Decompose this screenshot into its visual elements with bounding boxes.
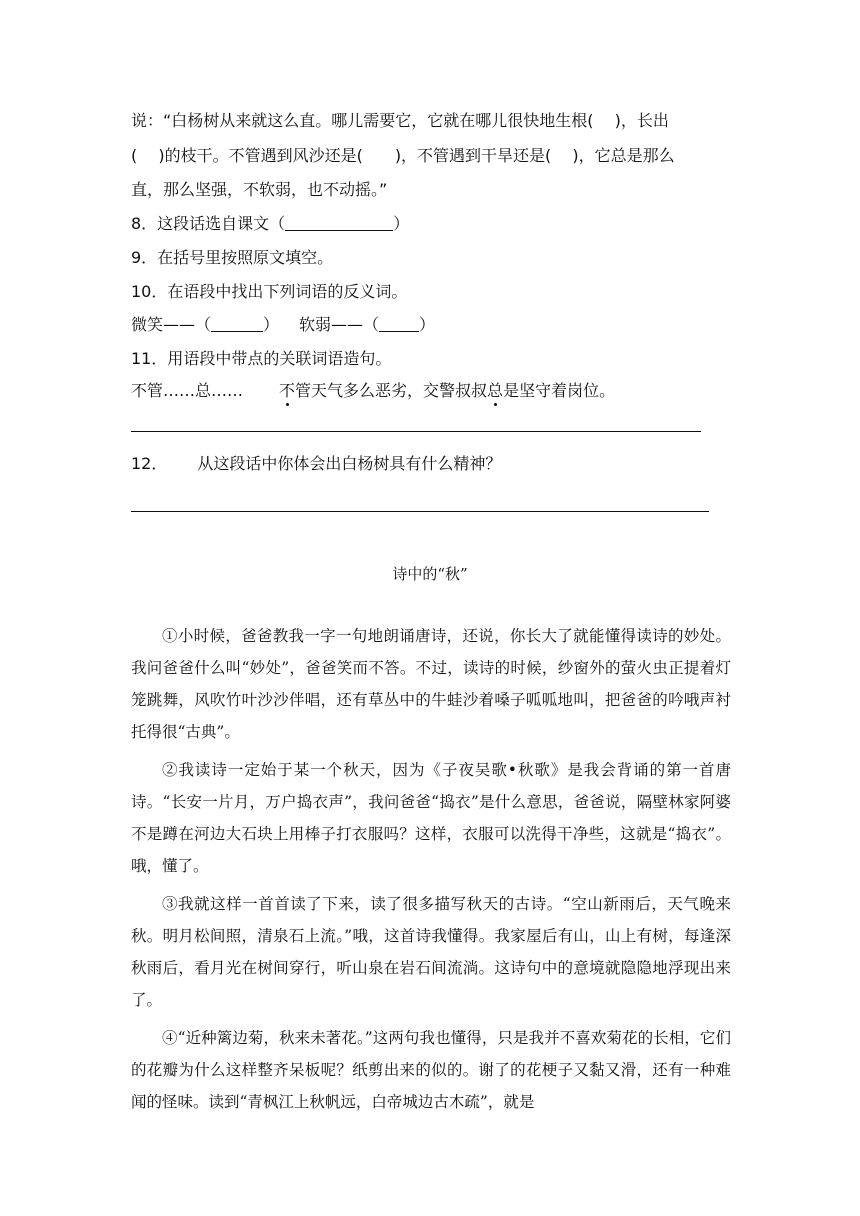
connective-pattern: 不管……总…… <box>131 381 244 400</box>
answer-blank-antonym-b[interactable] <box>379 317 419 332</box>
antonym-b-label: 软弱——（ <box>299 315 380 334</box>
example-sentence-end: 是坚守着岗位。 <box>503 381 616 400</box>
question-8-close: ） <box>393 214 410 233</box>
question-11-example <box>131 381 615 401</box>
antonym-b-close: ） <box>419 315 436 334</box>
question-8-text: 8．这段话选自课文（ <box>131 214 286 233</box>
answer-blank-antonym-a[interactable] <box>211 317 263 332</box>
article-title: 诗中的“秋” <box>392 565 468 583</box>
passage-line-2: ( )的枝干。不管遇到风沙还是( )，不管遇到干旱还是( )，它总是那么 <box>131 146 675 165</box>
question-10-items <box>131 315 435 335</box>
question-11: 11．用语段中带点的关联词语造句。 <box>131 349 392 368</box>
article-paragraph-3: ③我就这样一首首读了下来，读了很多描写秋天的古诗。“空山新雨后，天气晚来秋。明月松间照，清泉石上流。”哦，这首诗我懂得。我家屋后有山，山上有树，每逢深秋雨后，看月光在树间穿行，听山泉在岩石间流淌。这诗句中的意境就隐隐地浮现出来了。 <box>131 895 731 1009</box>
example-sentence-part: 管天气多么恶劣，交警叔叔 <box>295 381 488 400</box>
question-12-text: 从这段话中你体会出白杨树具有什么精神？ <box>197 454 502 473</box>
answer-line-q12[interactable] <box>131 511 709 512</box>
answer-line-q11[interactable] <box>131 431 701 432</box>
answer-blank-q8[interactable] <box>285 216 393 231</box>
question-9: 9．在括号里按照原文填空。 <box>131 248 334 267</box>
article-body <box>131 620 731 1124</box>
article-paragraph-4: ④“近种篱边菊，秋来未著花。”这两句我也懂得，只是我并不喜欢菊花的长相，它们的花瓣为什么这样整齐呆板呢？纸剪出来的似的。谢了的花梗子又黏又滑，还有一种难闻的怪味。读到“青枫江上秋帆远，白帝城边古木疏”，就是 <box>131 1029 731 1111</box>
dotted-char-bu: 不 <box>279 381 296 400</box>
article-paragraph-2: ②我读诗一定始于某一个秋天，因为《子夜吴歌•秋歌》是我会背诵的第一首唐诗。“长安一片月，万户捣衣声”，我问爸爸“捣衣”是什么意思，爸爸说，隔壁林家阿婆不是蹲在河边大石块上用棒子打衣服吗？这样，衣服可以洗得干净些，这就是“捣衣”。哦，懂了。 <box>131 761 731 875</box>
question-12 <box>131 454 501 474</box>
question-10: 10．在语段中找出下列词语的反义词。 <box>131 282 408 301</box>
question-8 <box>131 214 409 234</box>
antonym-a-close: ） <box>263 315 280 334</box>
question-12-number: 12． <box>131 454 168 473</box>
article-paragraph-1: ①小时候，爸爸教我一字一句地朗诵唐诗，还说，你长大了就能懂得读诗的妙处。我问爸爸什么叫“妙处”，爸爸笑而不答。不过，读诗的时候，纱窗外的萤火虫正提着灯笼跳舞，风吹竹叶沙沙伴唱，还有草丛中的牛蛙沙着嗓子呱呱地叫，把爸爸的吟哦声衬托得很“古典”。 <box>131 627 731 741</box>
dotted-char-zong: 总 <box>487 381 504 400</box>
passage-line-1: 说：“白杨树从来就这么直。哪儿需要它，它就在哪儿很快地生根( )，长出 <box>131 111 669 130</box>
antonym-a-label: 微笑——（ <box>131 315 212 334</box>
passage-line-3: 直，那么坚强，不软弱，也不动摇。” <box>131 180 388 199</box>
